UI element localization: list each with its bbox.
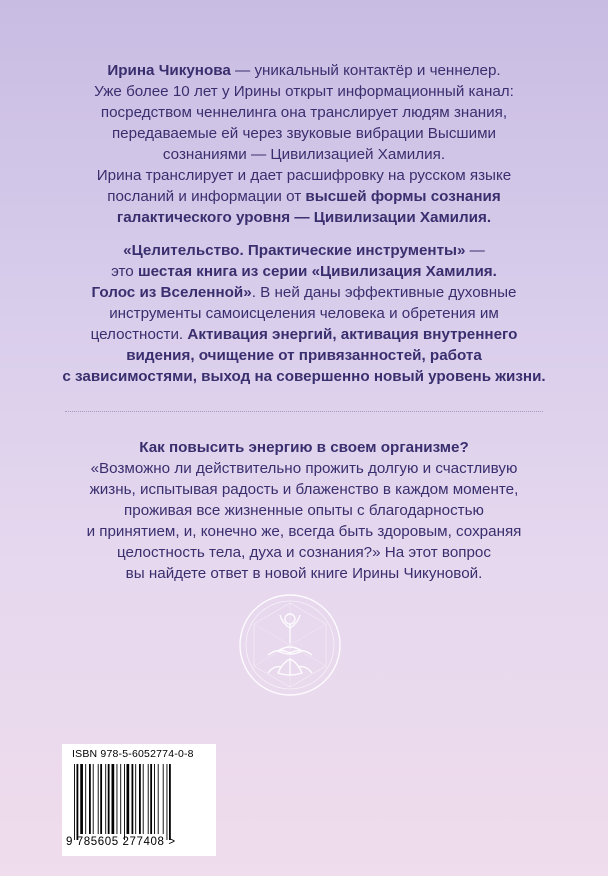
barcode-block: [62, 744, 216, 856]
section-divider: [65, 411, 543, 412]
text-line: Ирина транслирует и дает расшифровку на русском языке: [96, 167, 512, 184]
barcode-digits: 9 785605 277408 >: [66, 836, 176, 848]
text-line: передаваемые ей через звуковые вибрации Высшими: [111, 125, 497, 142]
question-section: [40, 437, 568, 584]
text-line: [40, 282, 568, 303]
text-span: . В ней даны эффективные духовные: [251, 284, 517, 301]
text-line: жизнь, испытывая радость и блаженство в каждом моменте,: [89, 481, 519, 498]
text-span-bold: высшей формы сознания: [305, 188, 501, 205]
text-line: [40, 60, 568, 81]
text-line: целостность тела, духа и сознания?» На этот вопрос: [117, 544, 491, 561]
text-line: [40, 240, 568, 261]
text-line: посредством ченнелинга она транслирует людям знания,: [100, 104, 508, 121]
book-description: [40, 240, 568, 387]
text-line: инструменты самоисцеления человека и обретения им: [109, 305, 499, 322]
text-line: и принятием, и, конечно же, всегда быть здоровым, сохраняя: [86, 523, 522, 540]
text-span: посланий и информации от: [107, 188, 306, 205]
text-line: проживая все жизненные опыты с благодарностью: [124, 502, 484, 519]
text-span-bold: шестая книга из серии «Цивилизация Хамилия.: [137, 263, 497, 280]
text-span-bold: Активация энергий, активация внутреннего: [187, 326, 518, 343]
text-span: — уникальный контактёр и ченнелер.: [230, 62, 501, 79]
meditating-figure-lotus-icon: [238, 593, 342, 697]
text-line: [40, 261, 568, 282]
text-line-bold: галактического уровня — Цивилизации Хамилия.: [116, 209, 492, 226]
question-heading: Как повысить энергию в своем организме?: [139, 439, 469, 456]
book-title: «Целительство. Практические инструменты»: [123, 242, 466, 259]
author-description: [40, 60, 568, 228]
text-line: «Возможно ли действительно прожить долгую и счастливую: [90, 460, 518, 477]
author-name: Ирина Чикунова: [107, 62, 231, 79]
text-line: сознаниями — Цивилизацией Хамилия.: [162, 146, 446, 163]
text-span: целостности.: [90, 326, 188, 343]
text-span: это: [111, 263, 138, 280]
barcode-icon: [72, 764, 206, 840]
text-line-bold: с зависимостями, выход на совершенно новый уровень жизни.: [62, 368, 546, 385]
text-span: —: [465, 242, 485, 259]
text-line: [40, 324, 568, 345]
text-line: [40, 186, 568, 207]
isbn-number: ISBN 978-5-6052774-0-8: [72, 748, 194, 760]
text-span-bold: Голос из Вселенной»: [91, 284, 252, 301]
text-line: вы найдете ответ в новой книге Ирины Чикуновой.: [125, 565, 483, 582]
text-line: Уже более 10 лет у Ирины открыт информационный канал:: [94, 83, 514, 100]
text-line-bold: видения, очищение от привязанностей, работа: [126, 347, 482, 364]
